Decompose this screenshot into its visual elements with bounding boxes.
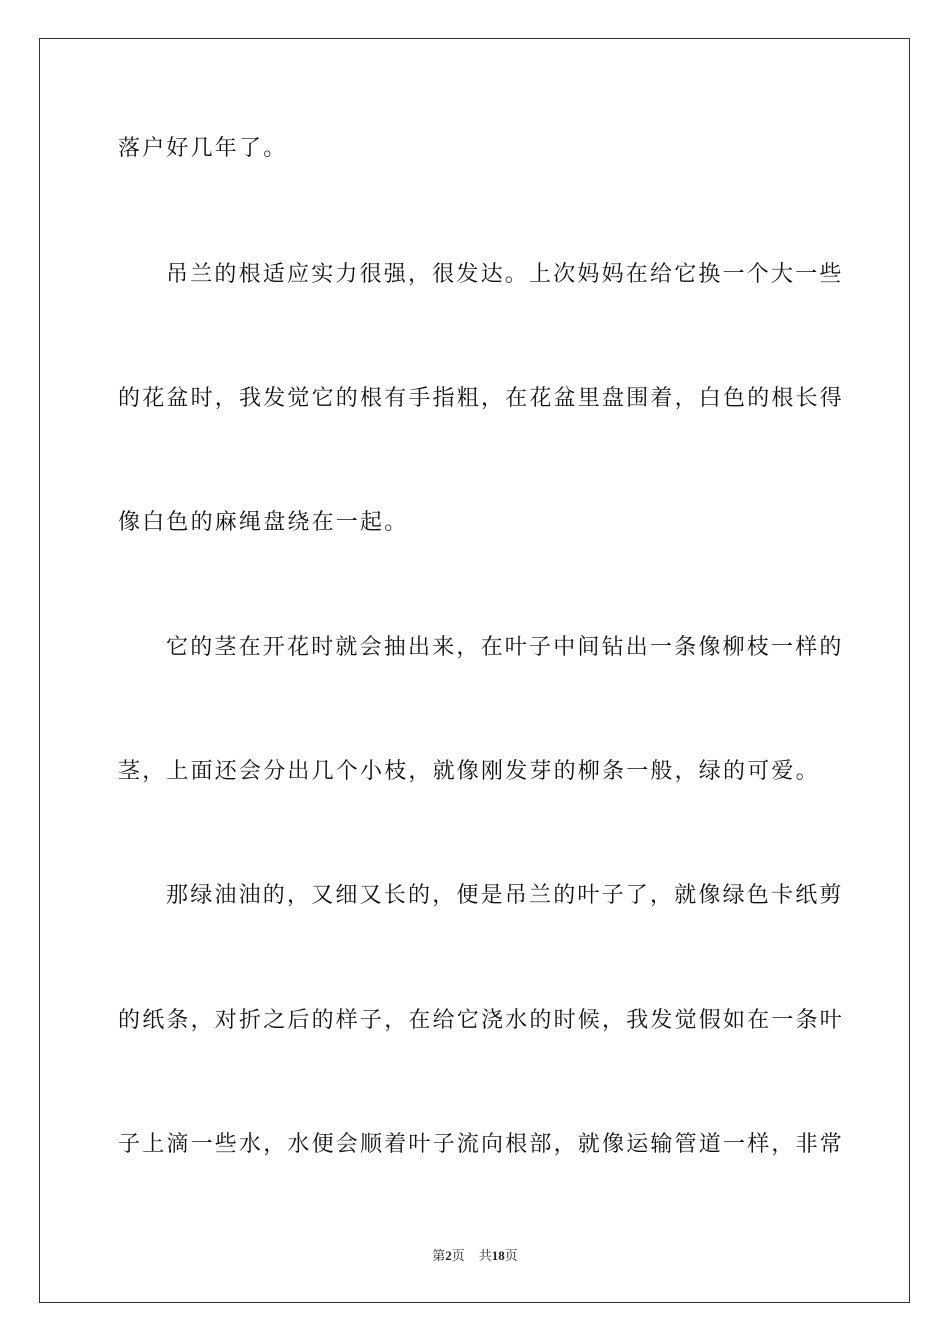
page-suffix: 页 [451, 1248, 465, 1263]
page-prefix: 第 [432, 1248, 446, 1263]
page-number: 2 [445, 1248, 452, 1263]
text-line-5: 它的茎在开花时就会抽出来，在叶子中间钻出一条像柳枝一样的 [166, 635, 844, 660]
text-line-8: 的纸条，对折之后的样子，在给它浇水的时候，我发觉假如在一条叶 [118, 1008, 845, 1033]
total-prefix: 共 [478, 1248, 492, 1263]
text-line-6: 茎，上面还会分出几个小枝，就像刚发芽的柳条一般，绿的可爱。 [118, 759, 820, 784]
text-line-2: 吊兰的根适应实力很强，很发达。上次妈妈在给它换一个大一些 [166, 262, 844, 287]
text-line-7: 那绿油油的，又细又长的，便是吊兰的叶子了，就像绿色卡纸剪 [166, 883, 844, 908]
total-pages: 18 [491, 1248, 505, 1263]
total-suffix: 页 [504, 1248, 518, 1263]
page-border [39, 38, 910, 1303]
text-line-4: 像白色的麻绳盘绕在一起。 [118, 510, 409, 535]
text-line-3: 的花盆时，我发觉它的根有手指粗，在花盆里盘围着，白色的根长得 [118, 386, 845, 411]
text-line-1: 落户好几年了。 [118, 136, 288, 161]
page-footer [0, 1247, 950, 1265]
text-line-9: 子上滴一些水，水便会顺着叶子流向根部，就像运输管道一样，非常 [118, 1132, 845, 1157]
